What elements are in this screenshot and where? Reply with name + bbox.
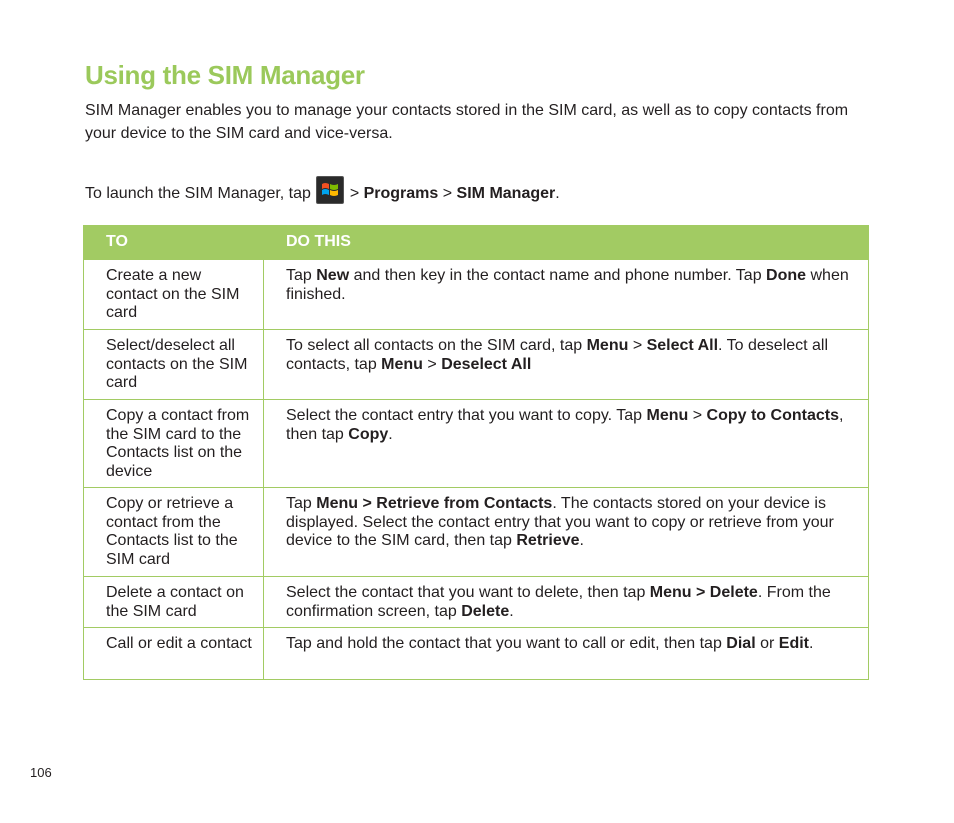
row-task: Delete a contact on the SIM card: [84, 577, 264, 628]
instruction-text: . To deselect all contacts, tap: [286, 337, 829, 373]
row-task: Copy a contact from the SIM card to the Contacts list on the device: [84, 400, 264, 488]
table-body: [84, 260, 869, 680]
instruction-keyword: Select All: [646, 337, 719, 354]
table-row: [84, 577, 869, 628]
instruction-keyword: Menu: [646, 407, 689, 424]
instruction-keyword: Copy: [348, 425, 389, 443]
launch-instructions: [85, 176, 560, 204]
row-instructions: [264, 260, 869, 330]
instruction-text: when finished.: [286, 267, 849, 303]
launch-suffix: .: [555, 185, 560, 202]
intro-paragraph: SIM Manager enables you to manage your contacts stored in the SIM card, as well as to copy contacts from your device to the SIM card and vice-versa.: [85, 102, 849, 142]
table-row: [84, 260, 869, 330]
instruction-text: . The contacts stored on your device is displayed. Select the contact entry that you want to copy or retrieve from your device to the SIM card, then tap: [286, 495, 834, 549]
instruction-text: Select the contact entry that you want to copy. Tap: [286, 407, 647, 424]
instruction-text: Tap and hold the contact that you want to call or edit, then tap: [286, 635, 727, 652]
instruction-keyword: Menu: [381, 355, 423, 373]
table-row: [84, 330, 869, 400]
instruction-keyword: Deselect All: [441, 355, 532, 373]
row-instructions: [264, 488, 869, 577]
instruction-text: and then key in the contact name and phone number. Tap: [349, 267, 767, 284]
instruction-keyword: Delete: [461, 602, 510, 620]
launch-sep-1: >: [345, 185, 364, 202]
instruction-text: .: [808, 635, 814, 652]
row-instructions: [264, 400, 869, 488]
windows-start-icon: [316, 176, 344, 204]
page-number: 106: [30, 765, 52, 780]
row-task: Select/deselect all contacts on the SIM card: [84, 330, 264, 400]
instruction-text: .: [388, 425, 393, 443]
row-instructions: [264, 330, 869, 400]
instruction-text: To select all contacts on the SIM card, tap: [286, 337, 587, 354]
table-header-row: [84, 226, 869, 260]
page-title: Using the SIM Manager: [85, 60, 365, 90]
instruction-text: . From the confirmation screen, tap: [286, 584, 831, 620]
instruction-keyword: Dial: [726, 635, 756, 652]
table-row: [84, 628, 869, 680]
instruction-text: >: [688, 407, 707, 424]
instruction-keyword: Edit: [778, 635, 809, 652]
instruction-text: .: [509, 602, 514, 620]
row-task: Copy or retrieve a contact from the Contacts list to the SIM card: [84, 488, 264, 577]
instruction-text: or: [755, 635, 779, 652]
row-task: Create a new contact on the SIM card: [84, 260, 264, 330]
instruction-text: >: [628, 337, 647, 354]
instruction-text: , then tap: [286, 407, 844, 443]
instruction-text: Select the contact that you want to delete, then tap: [286, 584, 650, 601]
instruction-text: .: [579, 532, 584, 549]
instruction-keyword: Menu > Delete: [649, 584, 758, 601]
launch-prefix: To launch the SIM Manager, tap: [85, 185, 311, 202]
header-do-this: DO THIS: [264, 226, 869, 260]
instruction-keyword: New: [316, 267, 350, 284]
instruction-text: >: [422, 355, 442, 373]
instruction-keyword: Retrieve: [516, 532, 580, 549]
launch-step-sim-manager: SIM Manager: [456, 185, 556, 202]
header-to: TO: [84, 226, 264, 260]
instruction-keyword: Done: [766, 267, 807, 284]
row-instructions: [264, 628, 869, 680]
launch-sep-2: >: [438, 185, 457, 202]
row-instructions: [264, 577, 869, 628]
table-row: [84, 488, 869, 577]
instruction-text: Tap: [286, 495, 317, 512]
instructions-table: [83, 225, 869, 680]
instruction-keyword: Menu > Retrieve from Contacts: [316, 495, 553, 512]
launch-step-programs: Programs: [363, 185, 439, 202]
instruction-keyword: Menu: [586, 337, 629, 354]
instruction-keyword: Copy to Contacts: [706, 407, 839, 424]
row-task: Call or edit a contact: [84, 628, 264, 680]
instruction-text: Tap: [286, 267, 317, 284]
table-row: [84, 400, 869, 488]
